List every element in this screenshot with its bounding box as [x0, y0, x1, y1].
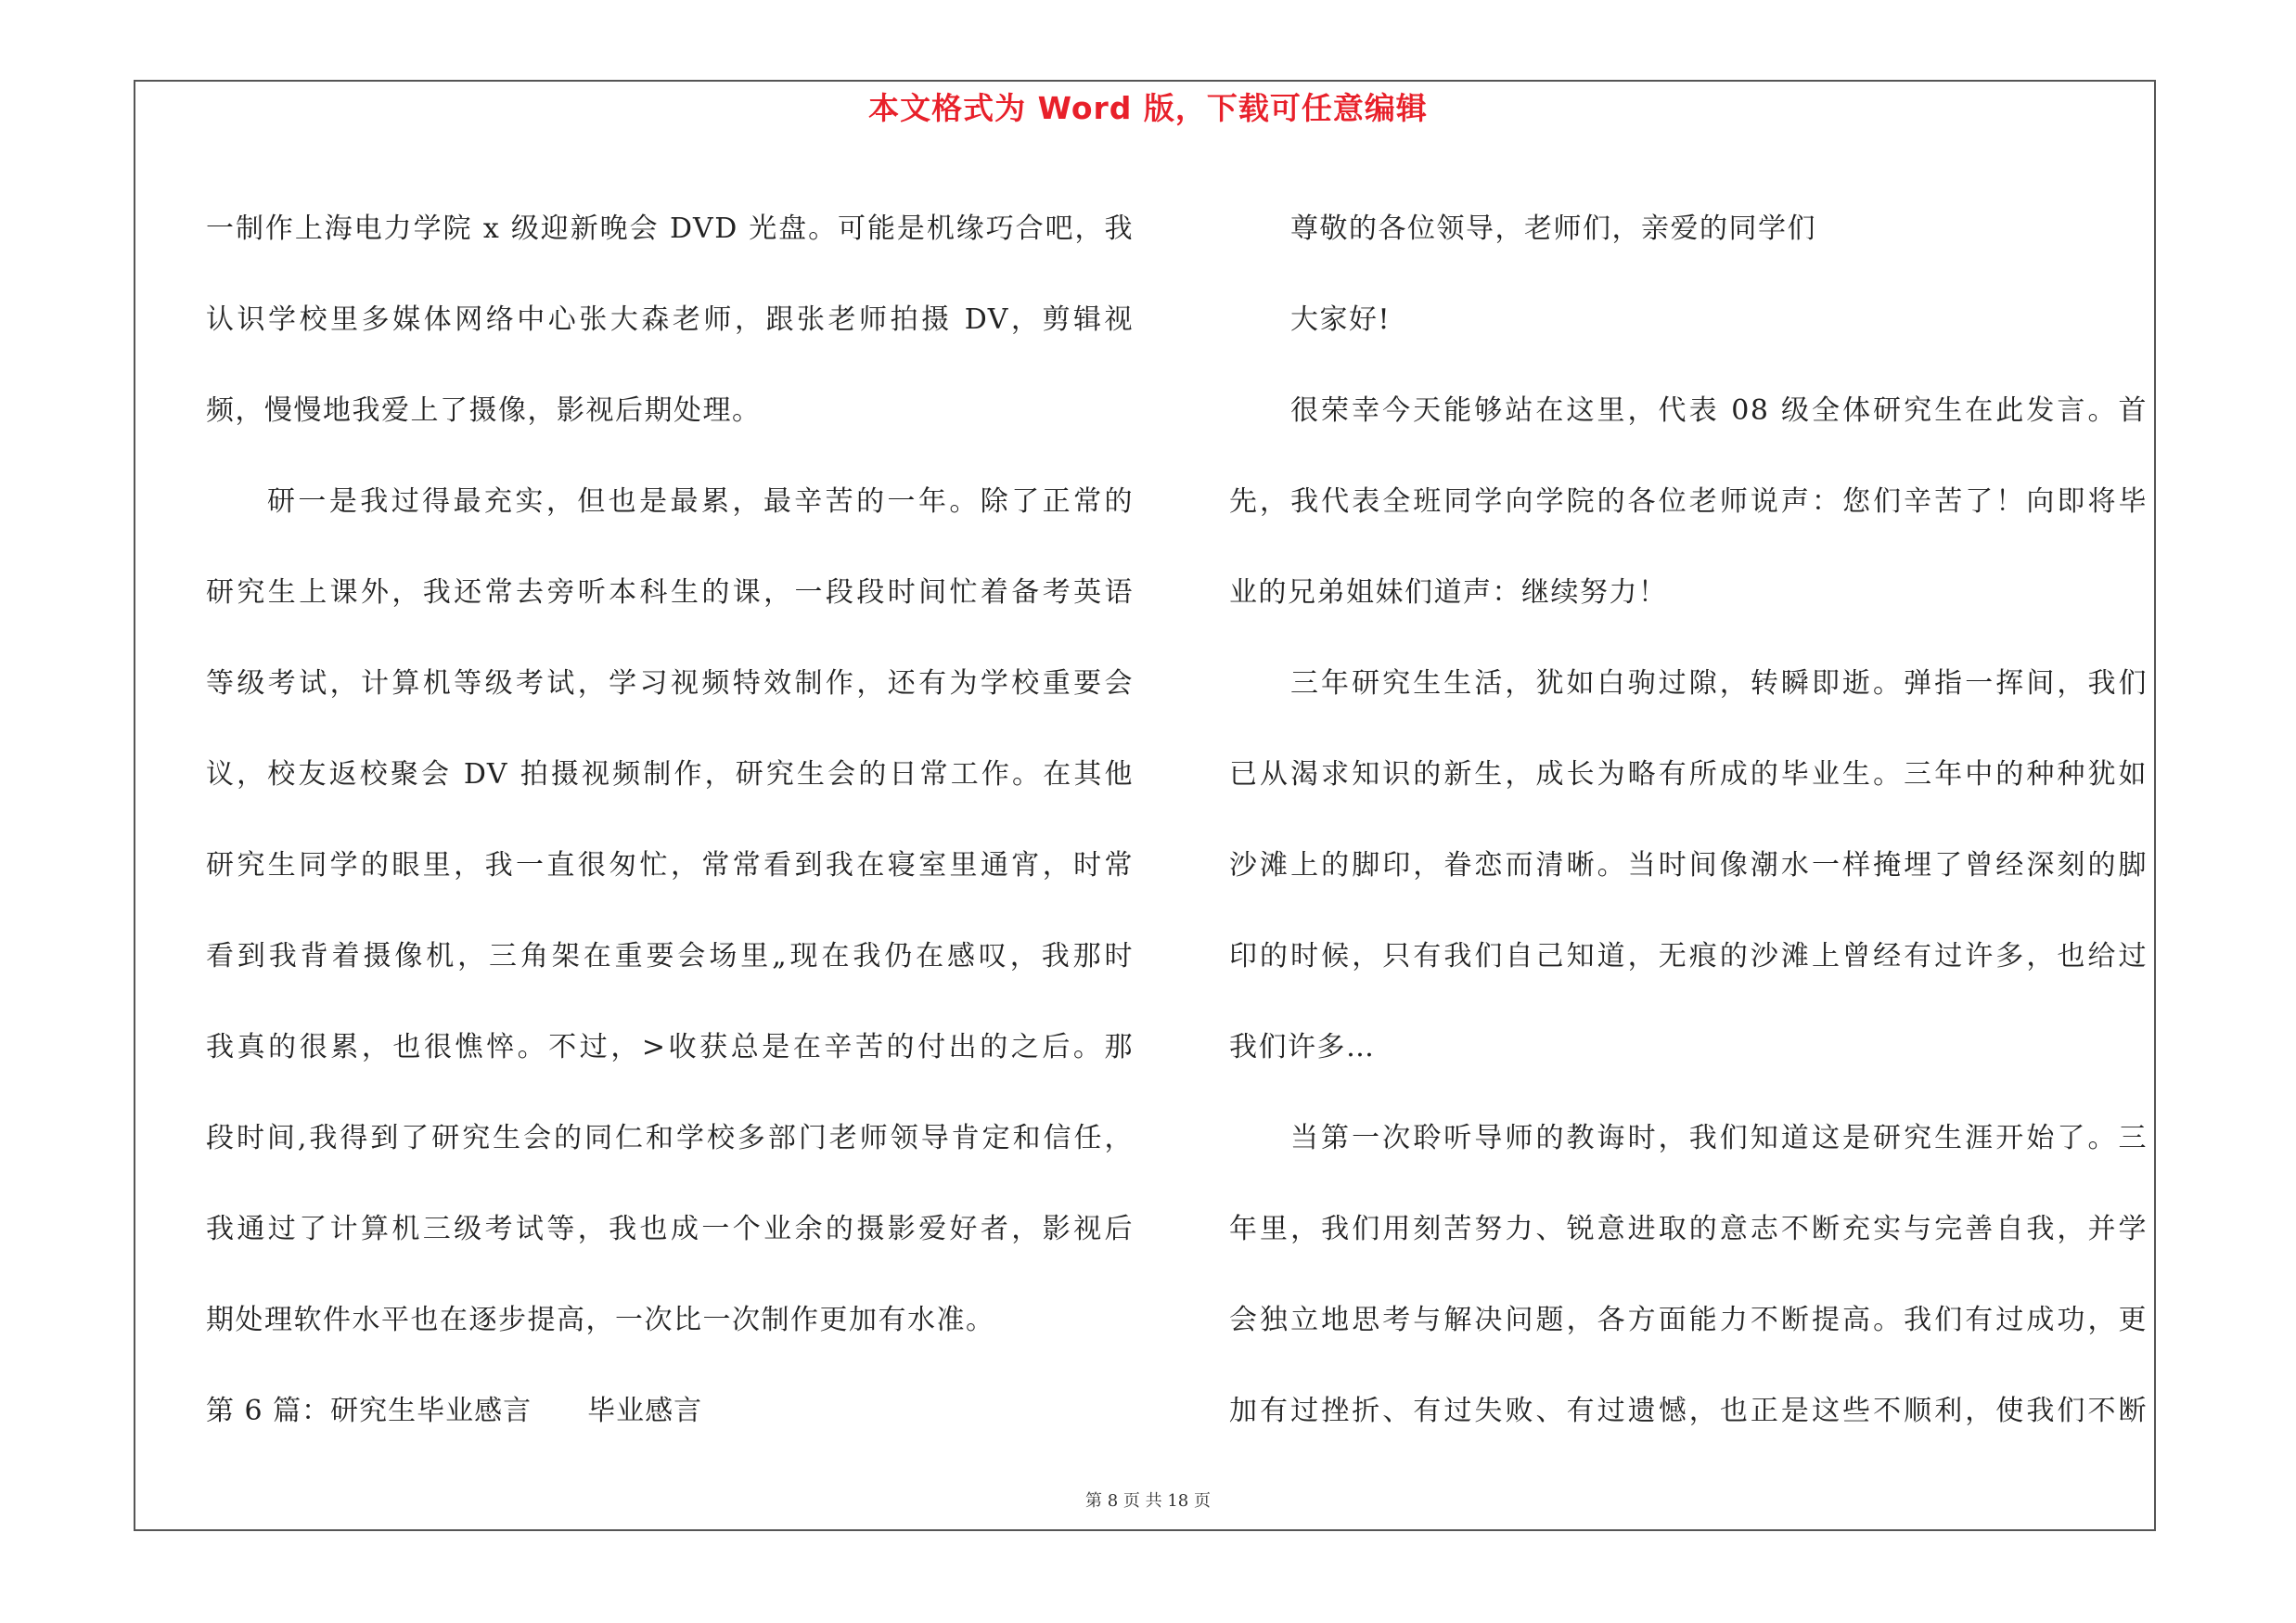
left-line-10: 我真的很累，也很憔悴。不过，>收获总是在辛苦的付出的之后。那: [206, 1031, 1134, 1063]
right-column: [1229, 184, 2148, 1457]
left-line-6: 等级考试，计算机等级考试，学习视频特效制作，还有为学校重要会: [206, 667, 1134, 700]
article-heading: [206, 1366, 1134, 1457]
right-line-12: 年里，我们用刻苦努力、锐意进取的意志不断充实与完善自我，并学: [1229, 1213, 2148, 1245]
right-line-2: 大家好!: [1290, 303, 1392, 336]
article-heading-main: 第 6 篇：研究生毕业感言: [206, 1395, 532, 1427]
format-banner: 本文格式为 Word 版，下载可任意编辑: [868, 90, 1428, 126]
left-line-13: 期处理软件水平也在逐步提高，一次比一次制作更加有水准。: [206, 1304, 995, 1336]
left-column: [206, 184, 1134, 1457]
left-line-11: 段时间,我得到了研究生会的同仁和学校多部门老师领导肯定和信任，: [206, 1122, 1134, 1154]
left-line-7: 议，校友返校聚会 DV 拍摄视频制作，研究生会的日常工作。在其他: [206, 758, 1134, 791]
right-line-8: 沙滩上的脚印，眷恋而清晰。当时间像潮水一样掩埋了曾经深刻的脚: [1229, 849, 2148, 882]
left-line-8: 研究生同学的眼里，我一直很匆忙，常常看到我在寝室里通宵，时常: [206, 849, 1134, 882]
right-line-11: 当第一次聆听导师的教诲时，我们知道这是研究生涯开始了。三: [1290, 1122, 2148, 1154]
left-line-5: 研究生上课外，我还常去旁听本科生的课，一段段时间忙着备考英语: [206, 576, 1134, 609]
right-line-5: 业的兄弟姐妹们道声：继续努力！: [1229, 576, 1668, 609]
right-line-9: 印的时候，只有我们自己知道，无痕的沙滩上曾经有过许多，也给过: [1229, 940, 2148, 973]
right-line-3: 很荣幸今天能够站在这里，代表 08 级全体研究生在此发言。首: [1290, 394, 2148, 427]
right-line-7: 已从渴求知识的新生，成长为略有所成的毕业生。三年中的种种犹如: [1229, 758, 2148, 791]
left-line-2: 认识学校里多媒体网络中心张大森老师，跟张老师拍摄 DV，剪辑视: [206, 303, 1134, 336]
left-line-12: 我通过了计算机三级考试等，我也成一个业余的摄影爱好者，影视后: [206, 1213, 1134, 1245]
right-line-13: 会独立地思考与解决问题，各方面能力不断提高。我们有过成功，更: [1229, 1304, 2148, 1336]
left-line-4: 研一是我过得最充实，但也是最累，最辛苦的一年。除了正常的: [267, 485, 1134, 518]
left-line-1: 一制作上海电力学院 x 级迎新晚会 DVD 光盘。可能是机缘巧合吧，我: [206, 213, 1134, 245]
right-line-6: 三年研究生生活，犹如白驹过隙，转瞬即逝。弹指一挥间，我们: [1290, 667, 2148, 700]
page-number: 第 8 页 共 18 页: [1085, 1491, 1211, 1511]
article-heading-sub: 毕业感言: [587, 1395, 703, 1427]
right-line-4: 先，我代表全班同学向学院的各位老师说声：您们辛苦了！向即将毕: [1229, 485, 2148, 518]
right-line-10: 我们许多…: [1229, 1031, 1376, 1063]
right-line-14: 加有过挫折、有过失败、有过遗憾，也正是这些不顺利，使我们不断: [1229, 1395, 2148, 1427]
left-line-9: 看到我背着摄像机，三角架在重要会场里„现在我仍在感叹，我那时: [206, 940, 1134, 973]
left-line-3: 频，慢慢地我爱上了摄像，影视后期处理。: [206, 394, 762, 427]
right-line-1: 尊敬的各位领导，老师们，亲爱的同学们: [1290, 213, 1816, 245]
